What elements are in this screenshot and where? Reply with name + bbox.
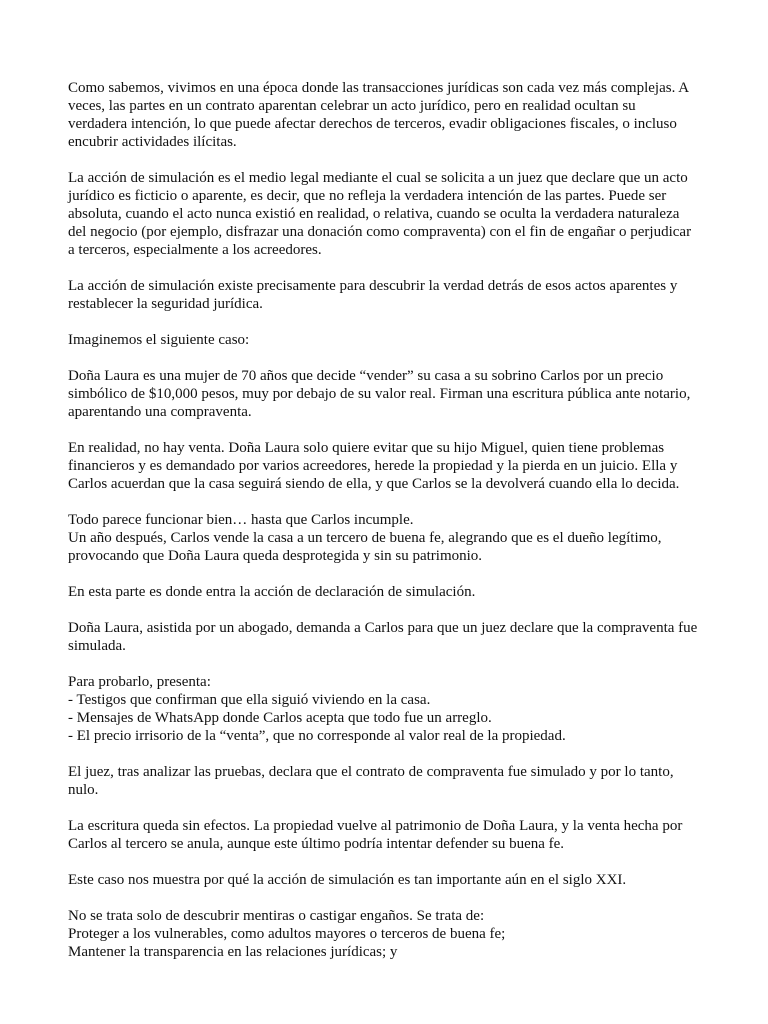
text-line: Doña Laura es una mujer de 70 años que decide “vender” su casa a su sobrino Carlos por un precio bbox=[68, 368, 664, 384]
text-line: Este caso nos muestra por qué la acción de simulación es tan importante aún en el siglo XXI. bbox=[68, 872, 627, 888]
text-line: La acción de simulación es el medio legal mediante el cual se solicita a un juez que declare que un acto bbox=[68, 170, 688, 186]
paragraph bbox=[68, 79, 708, 151]
text-line: Mantener la transparencia en las relaciones jurídicas; y bbox=[68, 944, 398, 960]
text-line: a terceros, especialmente a los acreedores. bbox=[68, 242, 322, 258]
document-page bbox=[68, 79, 708, 979]
text-line: - Testigos que confirman que ella siguió viviendo en la casa. bbox=[68, 692, 431, 708]
text-line: simbólico de $10,000 pesos, muy por debajo de su valor real. Firman una escritura pública ante notario, bbox=[68, 386, 691, 402]
paragraph bbox=[68, 583, 708, 601]
text-line: Proteger a los vulnerables, como adultos mayores o terceros de buena fe; bbox=[68, 926, 506, 942]
text-line: Carlos acuerdan que la casa seguirá siendo de ella, y que Carlos se la devolverá cuando ella lo decida. bbox=[68, 476, 680, 492]
paragraph bbox=[68, 511, 708, 565]
paragraph bbox=[68, 277, 708, 313]
text-line: encubrir actividades ilícitas. bbox=[68, 134, 237, 150]
text-line: Doña Laura, asistida por un abogado, demanda a Carlos para que un juez declare que la compraventa fue bbox=[68, 620, 698, 636]
paragraph bbox=[68, 439, 708, 493]
paragraph bbox=[68, 673, 708, 745]
text-line: absoluta, cuando el acto nunca existió en realidad, o relativa, cuando se oculta la verdadera naturaleza bbox=[68, 206, 680, 222]
text-line: La acción de simulación existe precisamente para descubrir la verdad detrás de esos actos aparentes y bbox=[68, 278, 678, 294]
text-line: verdadera intención, lo que puede afectar derechos de terceros, evadir obligaciones fiscales, o incluso bbox=[68, 116, 677, 132]
paragraph bbox=[68, 367, 708, 421]
paragraph bbox=[68, 871, 708, 889]
text-line: Un año después, Carlos vende la casa a un tercero de buena fe, alegrando que es el dueño legítimo, bbox=[68, 530, 662, 546]
text-line: restablecer la seguridad jurídica. bbox=[68, 296, 263, 312]
paragraph bbox=[68, 817, 708, 853]
text-line: Carlos al tercero se anula, aunque este último podría intentar defender su buena fe. bbox=[68, 836, 565, 852]
paragraph bbox=[68, 619, 708, 655]
text-line: nulo. bbox=[68, 782, 99, 798]
text-line: simulada. bbox=[68, 638, 126, 654]
text-line: - Mensajes de WhatsApp donde Carlos acepta que todo fue un arreglo. bbox=[68, 710, 492, 726]
text-line: Todo parece funcionar bien… hasta que Carlos incumple. bbox=[68, 512, 414, 528]
text-line: El juez, tras analizar las pruebas, declara que el contrato de compraventa fue simulado y por lo tanto, bbox=[68, 764, 674, 780]
text-line: del negocio (por ejemplo, disfrazar una donación como compraventa) con el fin de engañar o perjudicar bbox=[68, 224, 692, 240]
text-line: En realidad, no hay venta. Doña Laura solo quiere evitar que su hijo Miguel, quien tiene problemas bbox=[68, 440, 665, 456]
text-line: Imaginemos el siguiente caso: bbox=[68, 332, 250, 348]
text-line: aparentando una compraventa. bbox=[68, 404, 252, 420]
text-line: veces, las partes en un contrato aparentan celebrar un acto jurídico, pero en realidad ocultan su bbox=[68, 98, 636, 114]
text-line: provocando que Doña Laura queda desprotegida y sin su patrimonio. bbox=[68, 548, 483, 564]
text-line: jurídico es ficticio o aparente, es decir, que no refleja la verdadera intención de las partes. Puede ser bbox=[68, 188, 667, 204]
text-line: En esta parte es donde entra la acción de declaración de simulación. bbox=[68, 584, 476, 600]
text-line: Para probarlo, presenta: bbox=[68, 674, 211, 690]
paragraph bbox=[68, 907, 708, 961]
text-line: La escritura queda sin efectos. La propiedad vuelve al patrimonio de Doña Laura, y la venta hecha por bbox=[68, 818, 683, 834]
text-line: No se trata solo de descubrir mentiras o castigar engaños. Se trata de: bbox=[68, 908, 485, 924]
text-line: - El precio irrisorio de la “venta”, que no corresponde al valor real de la propiedad. bbox=[68, 728, 566, 744]
text-line: Como sabemos, vivimos en una época donde las transacciones jurídicas son cada vez más complejas. A bbox=[68, 80, 690, 96]
text-line: financieros y es demandado por varios acreedores, herede la propiedad y la pierda en un juicio. Ella y bbox=[68, 458, 678, 474]
paragraph bbox=[68, 169, 708, 259]
paragraph bbox=[68, 331, 708, 349]
paragraph bbox=[68, 763, 708, 799]
